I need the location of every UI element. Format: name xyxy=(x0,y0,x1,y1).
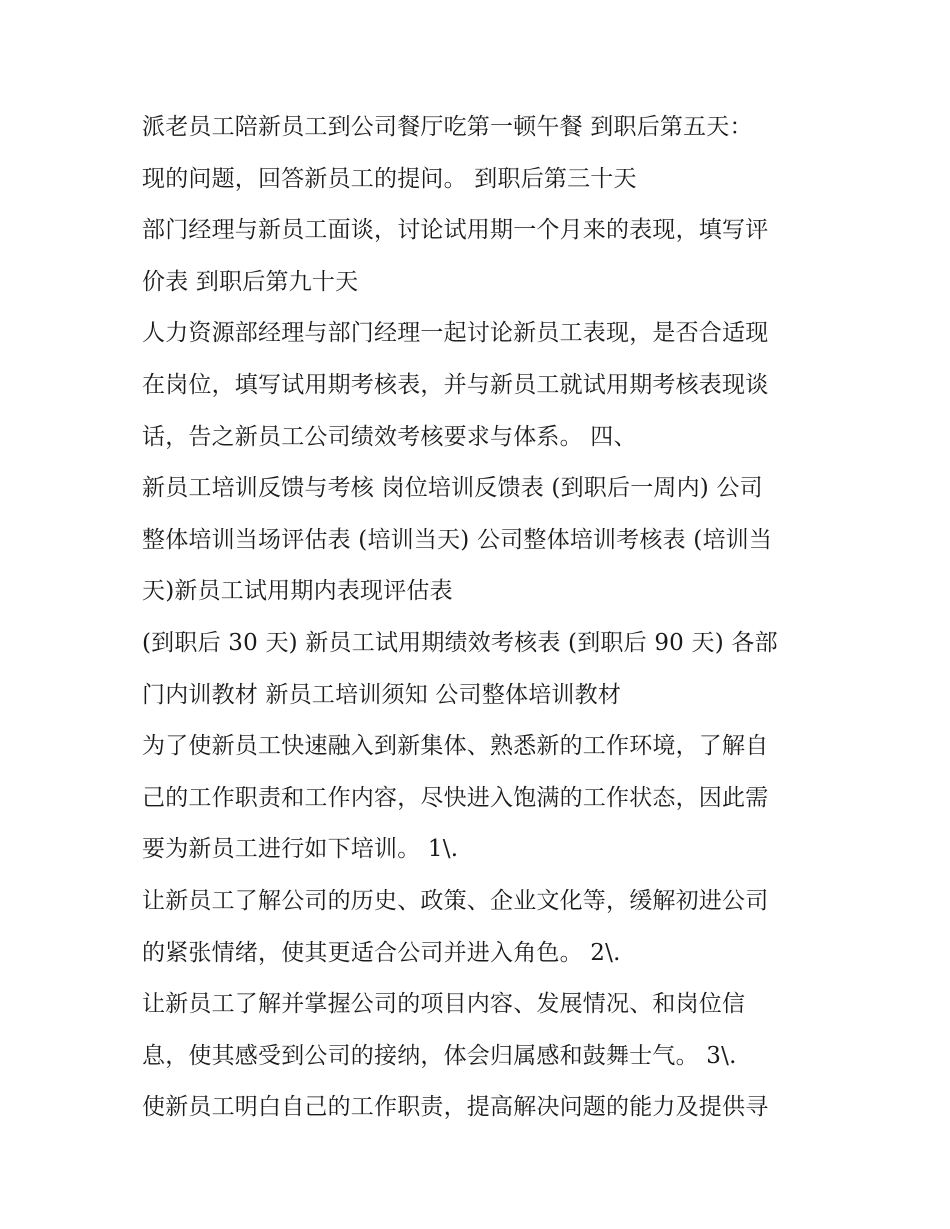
text-line: 己的工作职责和工作内容，尽快进入饱满的工作状态，因此需 xyxy=(142,784,769,811)
text-line: 使新员工明白自己的工作职责，提高解决问题的能力及提供寻 xyxy=(142,1094,769,1121)
text-line: 让新员工了解公司的历史、政策、企业文化等，缓解初进公司 xyxy=(142,887,769,914)
text-line: 整体培训当场评估表 (培训当天) 公司整体培训考核表 (培训当 xyxy=(142,526,773,553)
text-line: 人力资源部经理与部门经理一起讨论新员工表现，是否合适现 xyxy=(142,320,769,347)
text-line: 新员工培训反馈与考核 岗位培训反馈表 (到职后一周内) 公司 xyxy=(142,475,763,502)
text-line: 派老员工陪新员工到公司餐厅吃第一顿午餐 到职后第五天： xyxy=(142,114,753,140)
text-line: 的紧张情绪，使其更适合公司并进入角色。 2\. xyxy=(142,939,621,966)
text-line: 现的问题，回答新员工的提问。 到职后第三十天 xyxy=(142,165,637,192)
text-line: 让新员工了解并掌握公司的项目内容、发展情况、和岗位信 xyxy=(142,991,746,1018)
text-line: 门内训教材 新员工培训须知 公司整体培训教材 xyxy=(142,681,622,708)
text-line: 话，告之新员工公司绩效考核要求与体系。 四、 xyxy=(142,423,637,450)
text-line: 息，使其感受到公司的接纳，体会归属感和鼓舞士气。 3\. xyxy=(142,1042,737,1069)
text-line: 要为新员工进行如下培训。 1\. xyxy=(142,836,459,863)
text-line: 部门经理与新员工面谈，讨论试用期一个月来的表现，填写评 xyxy=(142,217,769,244)
text-line: 在岗位，填写试用期考核表，并与新员工就试用期考核表现谈 xyxy=(142,371,769,398)
text-line: (到职后 30 天) 新员工试用期绩效考核表 (到职后 90 天) 各部 xyxy=(142,629,778,656)
text-line: 天)新员工试用期内表现评估表 xyxy=(142,578,453,605)
text-line: 为了使新员工快速融入到新集体、熟悉新的工作环境，了解自 xyxy=(142,733,769,760)
text-line: 价表 到职后第九十天 xyxy=(142,268,359,295)
document-body xyxy=(142,105,822,1137)
